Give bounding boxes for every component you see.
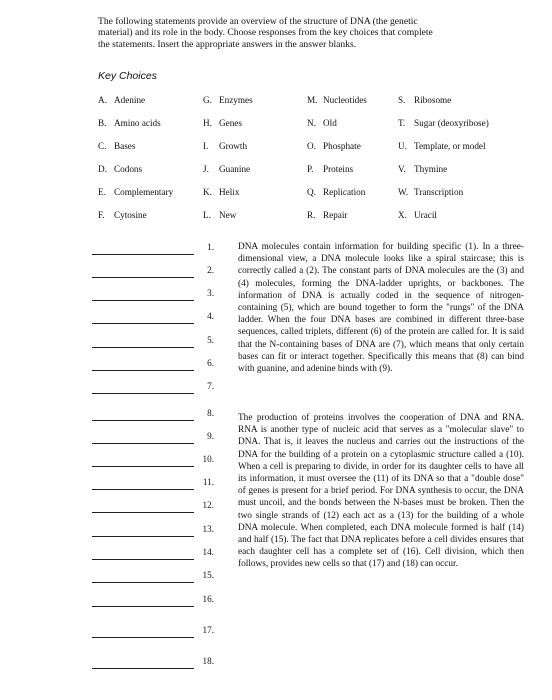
key-choice: B. Amino acids (98, 118, 161, 128)
answer-number: 9. (207, 431, 214, 441)
key-choice: R. Repair (307, 210, 348, 220)
answer-blank[interactable] (92, 443, 194, 444)
key-choice: L. New (203, 210, 237, 220)
instructions: The following statements provide an overview of the structure of DNA (the genetic material) and its role in the body. Choose responses from the key choices that complete the statements. Insert the appropriate answers in the answer blanks. (98, 16, 433, 50)
answer-number: 5. (207, 335, 214, 345)
statement-paragraph-2: The production of proteins involves the cooperation of DNA and RNA. RNA is another type of nucleic acid that serves as a "molecular slave" to DNA. That is, it leaves the nucleus and carries out the instructions of the DNA for the building of a protein on a cytoplasmic structure called a (10). When a cell is preparing to divide, in order for its daughter cells to have all its information, it must oversee the (11) of its DNA so that a "double dose" of genes is present for a brief period. For DNA synthesis to occur, the DNA must uncoil, and the bonds between the N-bases must be broken. Then the two single strands of (12) each act as a (13) for the building of a whole DNA molecule. When completed, each DNA molecule formed is half (14) and half (15). The fact that DNA replicates before a cell divides ensures that each daughter cell has a complete set of (16). Cell division, which then follows, provides new cells so that (17) and (18) can occur. (238, 413, 524, 570)
key-choice: K. Helix (203, 187, 240, 197)
answer-blank[interactable] (92, 277, 194, 278)
key-choice: S. Ribosome (398, 95, 452, 105)
key-choice: O. Phosphate (307, 141, 361, 151)
key-choice: I. Growth (203, 141, 248, 151)
answer-number: 7. (207, 381, 214, 391)
key-choice: A. Adenine (98, 95, 146, 105)
key-choice: D. Codons (98, 164, 143, 174)
key-choice: N. Old (307, 118, 337, 128)
answer-blank[interactable] (92, 254, 194, 255)
key-choice: P. Proteins (307, 164, 354, 174)
answer-blank[interactable] (92, 536, 194, 537)
answer-number: 11. (202, 477, 214, 487)
answer-number: 13. (202, 524, 214, 534)
answer-blank[interactable] (92, 420, 194, 421)
answer-number: 15. (202, 570, 214, 580)
key-choice: X. Uracil (398, 210, 437, 220)
answer-blank[interactable] (92, 606, 194, 607)
answer-number: 2. (207, 265, 214, 275)
answer-number: 3. (207, 288, 214, 298)
key-choice: M. Nucleotides (307, 95, 367, 105)
answer-number: 6. (207, 358, 214, 368)
answer-number: 18. (202, 656, 214, 666)
answer-number: 8. (207, 408, 214, 418)
answer-blank[interactable] (92, 512, 194, 513)
answer-number: 4. (207, 311, 214, 321)
key-choice: U. Template, or model (398, 141, 486, 151)
key-choice: J. Guanine (203, 164, 251, 174)
answer-number: 1. (207, 242, 214, 252)
answer-blank[interactable] (92, 582, 194, 583)
key-choice: T. Sugar (deoxyribose) (398, 118, 489, 128)
key-choice: H. Genes (203, 118, 242, 128)
answer-number: 12. (202, 500, 214, 510)
answer-number: 14. (202, 547, 214, 557)
key-choice: W. Transcription (398, 187, 464, 197)
answer-blank[interactable] (92, 300, 194, 301)
answer-blank[interactable] (92, 637, 194, 638)
key-choices-heading: Key Choices (98, 70, 157, 82)
key-choice: C. Bases (98, 141, 136, 151)
answer-blank[interactable] (92, 393, 194, 394)
key-choice: Q. Replication (307, 187, 366, 197)
answer-number: 16. (202, 594, 214, 604)
answer-blank[interactable] (92, 466, 194, 467)
key-choice: F. Cytosine (98, 210, 147, 220)
statement-paragraph-1: DNA molecules contain information for building specific (1). In a three-dimensional view, a DNA molecule looks like a spiral staircase; this is correctly called a (2). The constant parts of DNA molecules are the (3) and (4) molecules, forming the DNA-ladder uprights, or backbones. The information of DNA is actually coded in the sequence of nitrogen-containing (5), which are bound together to form the "rungs" of the DNA ladder. When the four DNA bases are combined in different three-base sequences, called triplets, different (6) of the protein are called for. It is said that the N-containing bases of DNA are (7), which means that only certain bases can fit or interact together. Specifically this means that (8) can bind with guanine, and adenine binds with (9). (238, 242, 524, 375)
answer-blank[interactable] (92, 559, 194, 560)
answer-blank[interactable] (92, 323, 194, 324)
answer-number: 10. (202, 454, 214, 464)
answer-blank[interactable] (92, 489, 194, 490)
answer-blank[interactable] (92, 668, 194, 669)
answer-blank[interactable] (92, 370, 194, 371)
key-choice: V. Thymine (398, 164, 448, 174)
answer-blank[interactable] (92, 347, 194, 348)
key-choice: E. Complementary (98, 187, 174, 197)
key-choice: G. Enzymes (203, 95, 253, 105)
answer-number: 17. (202, 625, 214, 635)
